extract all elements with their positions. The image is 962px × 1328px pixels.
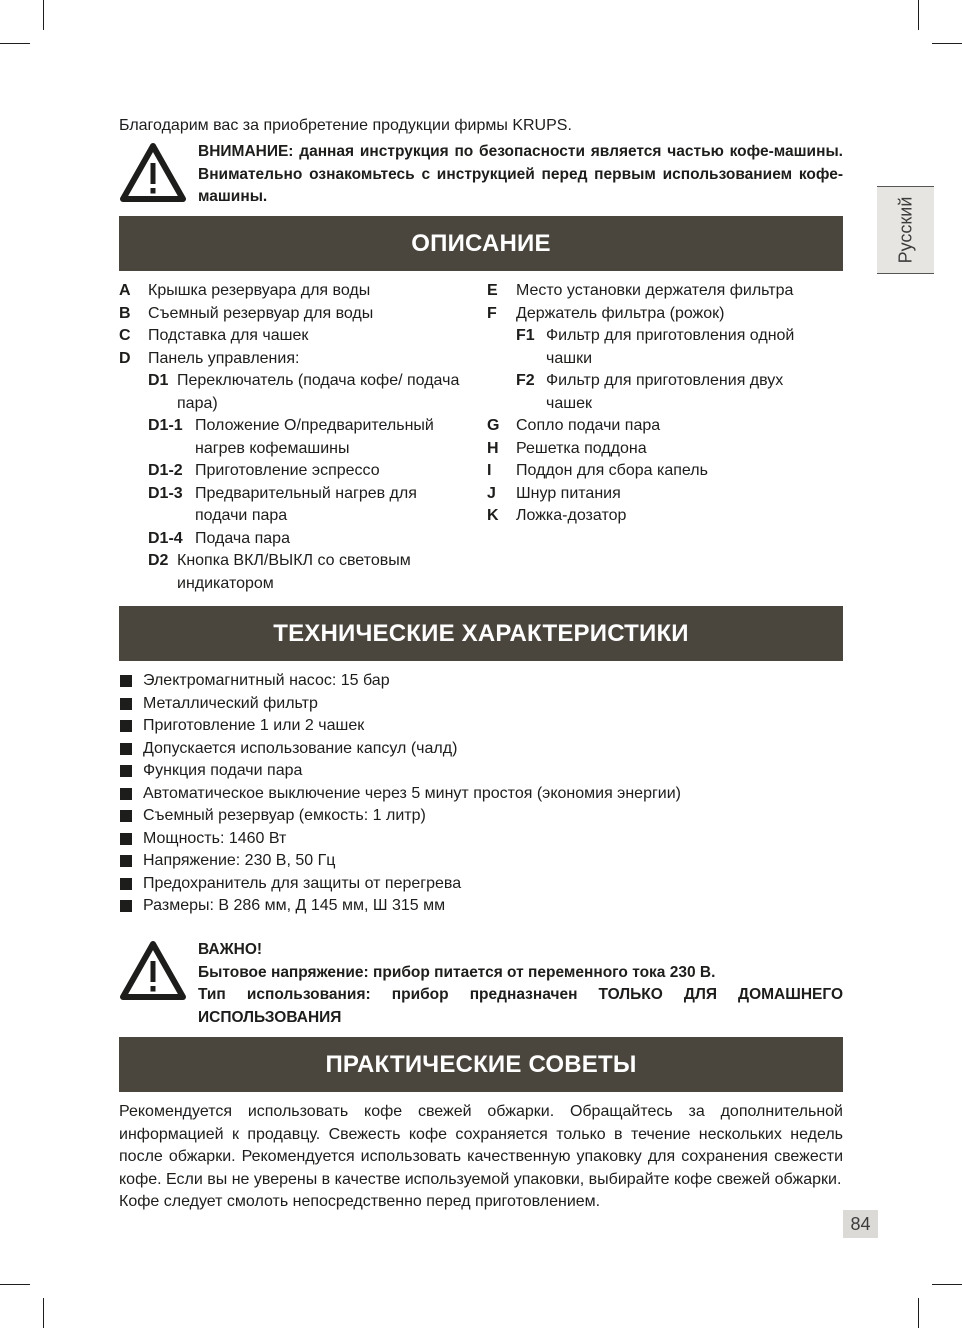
list-item bbox=[487, 438, 832, 461]
warning-line: Бытовое напряжение: прибор питается от переменного тока 230 В. bbox=[198, 963, 716, 981]
item-key: G bbox=[487, 417, 500, 434]
list-item bbox=[119, 828, 681, 851]
list-item bbox=[119, 693, 681, 716]
item-key: D1-3 bbox=[148, 484, 183, 502]
crop-mark bbox=[0, 1284, 30, 1285]
crop-mark bbox=[43, 0, 44, 30]
item-text: Место установки держателя фильтра bbox=[516, 282, 794, 299]
crop-mark bbox=[43, 1298, 44, 1328]
bullet-square-icon bbox=[120, 675, 132, 687]
item-text: Ложка-дозатор bbox=[516, 507, 627, 524]
item-key: F bbox=[487, 304, 497, 322]
bullet-square-icon bbox=[120, 855, 132, 867]
item-text: Крышка резервуара для воды bbox=[148, 282, 371, 299]
list-item bbox=[119, 783, 681, 806]
parts-list-right bbox=[487, 280, 832, 528]
item-text: Металлический фильтр bbox=[143, 694, 318, 712]
tips-paragraph: Рекомендуется использовать кофе свежей обжарки. Обращайтесь за дополнительной информацией к продавцу. Свежесть кофе сохраняется только в течение нескольких недель после обжарки. Рекомендуется использовать качественную упаковку для сохранения свежести кофе. Если вы не уверены в качестве используемой упаковки, выбирайте кофе свежей обжарки. bbox=[119, 1103, 843, 1188]
list-item bbox=[119, 303, 469, 326]
list-item bbox=[119, 715, 681, 738]
warning-icon bbox=[119, 141, 187, 203]
item-key: E bbox=[487, 282, 498, 299]
list-item bbox=[487, 415, 832, 438]
item-key: D1-1 bbox=[148, 417, 183, 434]
parts-list-left bbox=[119, 280, 469, 595]
bullet-square-icon bbox=[120, 833, 132, 845]
item-key: F2 bbox=[516, 372, 535, 389]
crop-mark bbox=[932, 43, 962, 44]
section-header-specs: ТЕХНИЧЕСКИЕ ХАРАКТЕРИСТИКИ bbox=[119, 606, 843, 661]
item-key: A bbox=[119, 282, 131, 299]
item-text: Приготовление эспрессо bbox=[195, 462, 380, 479]
item-key: J bbox=[487, 484, 496, 502]
bullet-square-icon bbox=[120, 788, 132, 800]
bullet-square-icon bbox=[120, 810, 132, 822]
item-key: D1-2 bbox=[148, 462, 183, 479]
item-key: K bbox=[487, 507, 499, 524]
bullet-square-icon bbox=[120, 878, 132, 890]
item-text: Панель управления: bbox=[148, 349, 300, 367]
item-key: D1-4 bbox=[148, 529, 183, 547]
item-text: Подставка для чашек bbox=[148, 327, 309, 344]
list-item bbox=[119, 280, 469, 303]
list-item bbox=[487, 483, 832, 506]
item-text: Подача пара bbox=[195, 529, 290, 547]
language-tab bbox=[877, 186, 934, 274]
important-warning bbox=[119, 939, 843, 1029]
tips-body bbox=[119, 1101, 843, 1214]
list-item bbox=[119, 325, 469, 348]
item-text: Положение О/предварительный нагрев кофемашины bbox=[195, 417, 434, 457]
warning-line: Тип использования: прибор предназначен ТОЛЬКО ДЛЯ ДОМАШНЕГО ИСПОЛЬЗОВАНИЯ bbox=[198, 986, 843, 1026]
list-item bbox=[119, 760, 681, 783]
list-item bbox=[119, 738, 681, 761]
item-key: I bbox=[487, 462, 492, 479]
warning-text-block bbox=[198, 939, 843, 1029]
section-header-tips: ПРАКТИЧЕСКИЕ СОВЕТЫ bbox=[119, 1037, 843, 1092]
list-item bbox=[119, 850, 681, 873]
list-item bbox=[119, 550, 469, 595]
item-text: Решетка поддона bbox=[516, 439, 647, 457]
crop-mark bbox=[0, 43, 30, 44]
list-item bbox=[119, 370, 469, 415]
warning-title: ВАЖНО! bbox=[198, 941, 263, 958]
item-text: Мощность: 1460 Вт bbox=[143, 829, 287, 847]
warning-icon bbox=[119, 939, 187, 1001]
list-item bbox=[487, 325, 832, 370]
list-item bbox=[119, 873, 681, 896]
item-text: Съемный резервуар (емкость: 1 литр) bbox=[143, 807, 426, 824]
bullet-square-icon bbox=[120, 720, 132, 732]
list-item bbox=[119, 348, 469, 371]
warning-text: ВНИМАНИЕ: данная инструкция по безопасности является частью кофе-машины. Внимательно ознакомьтесь с инструкцией перед первым использованием кофе-машины. bbox=[198, 143, 843, 205]
list-item bbox=[119, 805, 681, 828]
item-text: Шнур питания bbox=[516, 484, 621, 502]
item-key: B bbox=[119, 304, 131, 322]
list-item bbox=[487, 460, 832, 483]
bullet-square-icon bbox=[120, 743, 132, 755]
list-item bbox=[119, 483, 469, 528]
item-key: C bbox=[119, 327, 131, 344]
section-header-description: ОПИСАНИЕ bbox=[119, 216, 843, 271]
item-text: Электромагнитный насос: 15 бар bbox=[143, 672, 390, 689]
list-item bbox=[119, 895, 681, 918]
item-text: Фильтр для приготовления одной чашки bbox=[546, 327, 795, 367]
item-text: Держатель фильтра (рожок) bbox=[516, 304, 725, 322]
item-text: Размеры: В 286 мм, Д 145 мм, Ш 315 мм bbox=[143, 897, 446, 914]
item-text: Напряжение: 230 В, 50 Гц bbox=[143, 852, 336, 869]
list-item bbox=[487, 505, 832, 528]
crop-mark bbox=[918, 1298, 919, 1328]
list-item bbox=[119, 528, 469, 551]
item-key: D bbox=[119, 349, 131, 367]
item-text: Предохранитель для защиты от перегрева bbox=[143, 874, 462, 892]
item-key: D2 bbox=[148, 552, 169, 569]
list-item bbox=[487, 370, 832, 415]
item-text: Допускается использование капсул (чалд) bbox=[143, 739, 458, 757]
crop-mark bbox=[918, 0, 919, 30]
item-key: D1 bbox=[148, 372, 169, 389]
bullet-square-icon bbox=[120, 900, 132, 912]
item-text: Переключатель (подача кофе/ подача пара) bbox=[177, 372, 460, 412]
list-item bbox=[487, 303, 832, 326]
page-number: 84 bbox=[843, 1210, 878, 1238]
safety-warning bbox=[119, 141, 843, 209]
item-text: Автоматическое выключение через 5 минут простоя (экономия энергии) bbox=[143, 784, 682, 802]
bullet-square-icon bbox=[120, 765, 132, 777]
bullet-square-icon bbox=[120, 698, 132, 710]
list-item bbox=[119, 415, 469, 460]
item-text: Сопло подачи пара bbox=[516, 417, 661, 434]
item-text: Съемный резервуар для воды bbox=[148, 304, 374, 322]
list-item bbox=[487, 280, 832, 303]
tips-paragraph: Кофе следует смолоть непосредственно перед приготовлением. bbox=[119, 1193, 601, 1210]
item-text: Предварительный нагрев для подачи пара bbox=[195, 484, 417, 524]
item-text: Кнопка ВКЛ/ВЫКЛ со световым индикатором bbox=[177, 552, 411, 592]
item-text: Поддон для сбора капель bbox=[516, 462, 708, 479]
item-text: Функция подачи пара bbox=[143, 762, 303, 779]
item-key: F1 bbox=[516, 327, 535, 344]
item-key: H bbox=[487, 439, 499, 457]
list-item bbox=[119, 460, 469, 483]
specs-list bbox=[119, 670, 681, 918]
language-label: Русский bbox=[895, 196, 915, 264]
crop-mark bbox=[932, 1284, 962, 1285]
intro-text: Благодарим вас за приобретение продукции фирмы KRUPS. bbox=[119, 117, 572, 134]
item-text: Приготовление 1 или 2 чашек bbox=[143, 717, 365, 734]
item-text: Фильтр для приготовления двух чашек bbox=[546, 372, 784, 412]
list-item bbox=[119, 670, 681, 693]
